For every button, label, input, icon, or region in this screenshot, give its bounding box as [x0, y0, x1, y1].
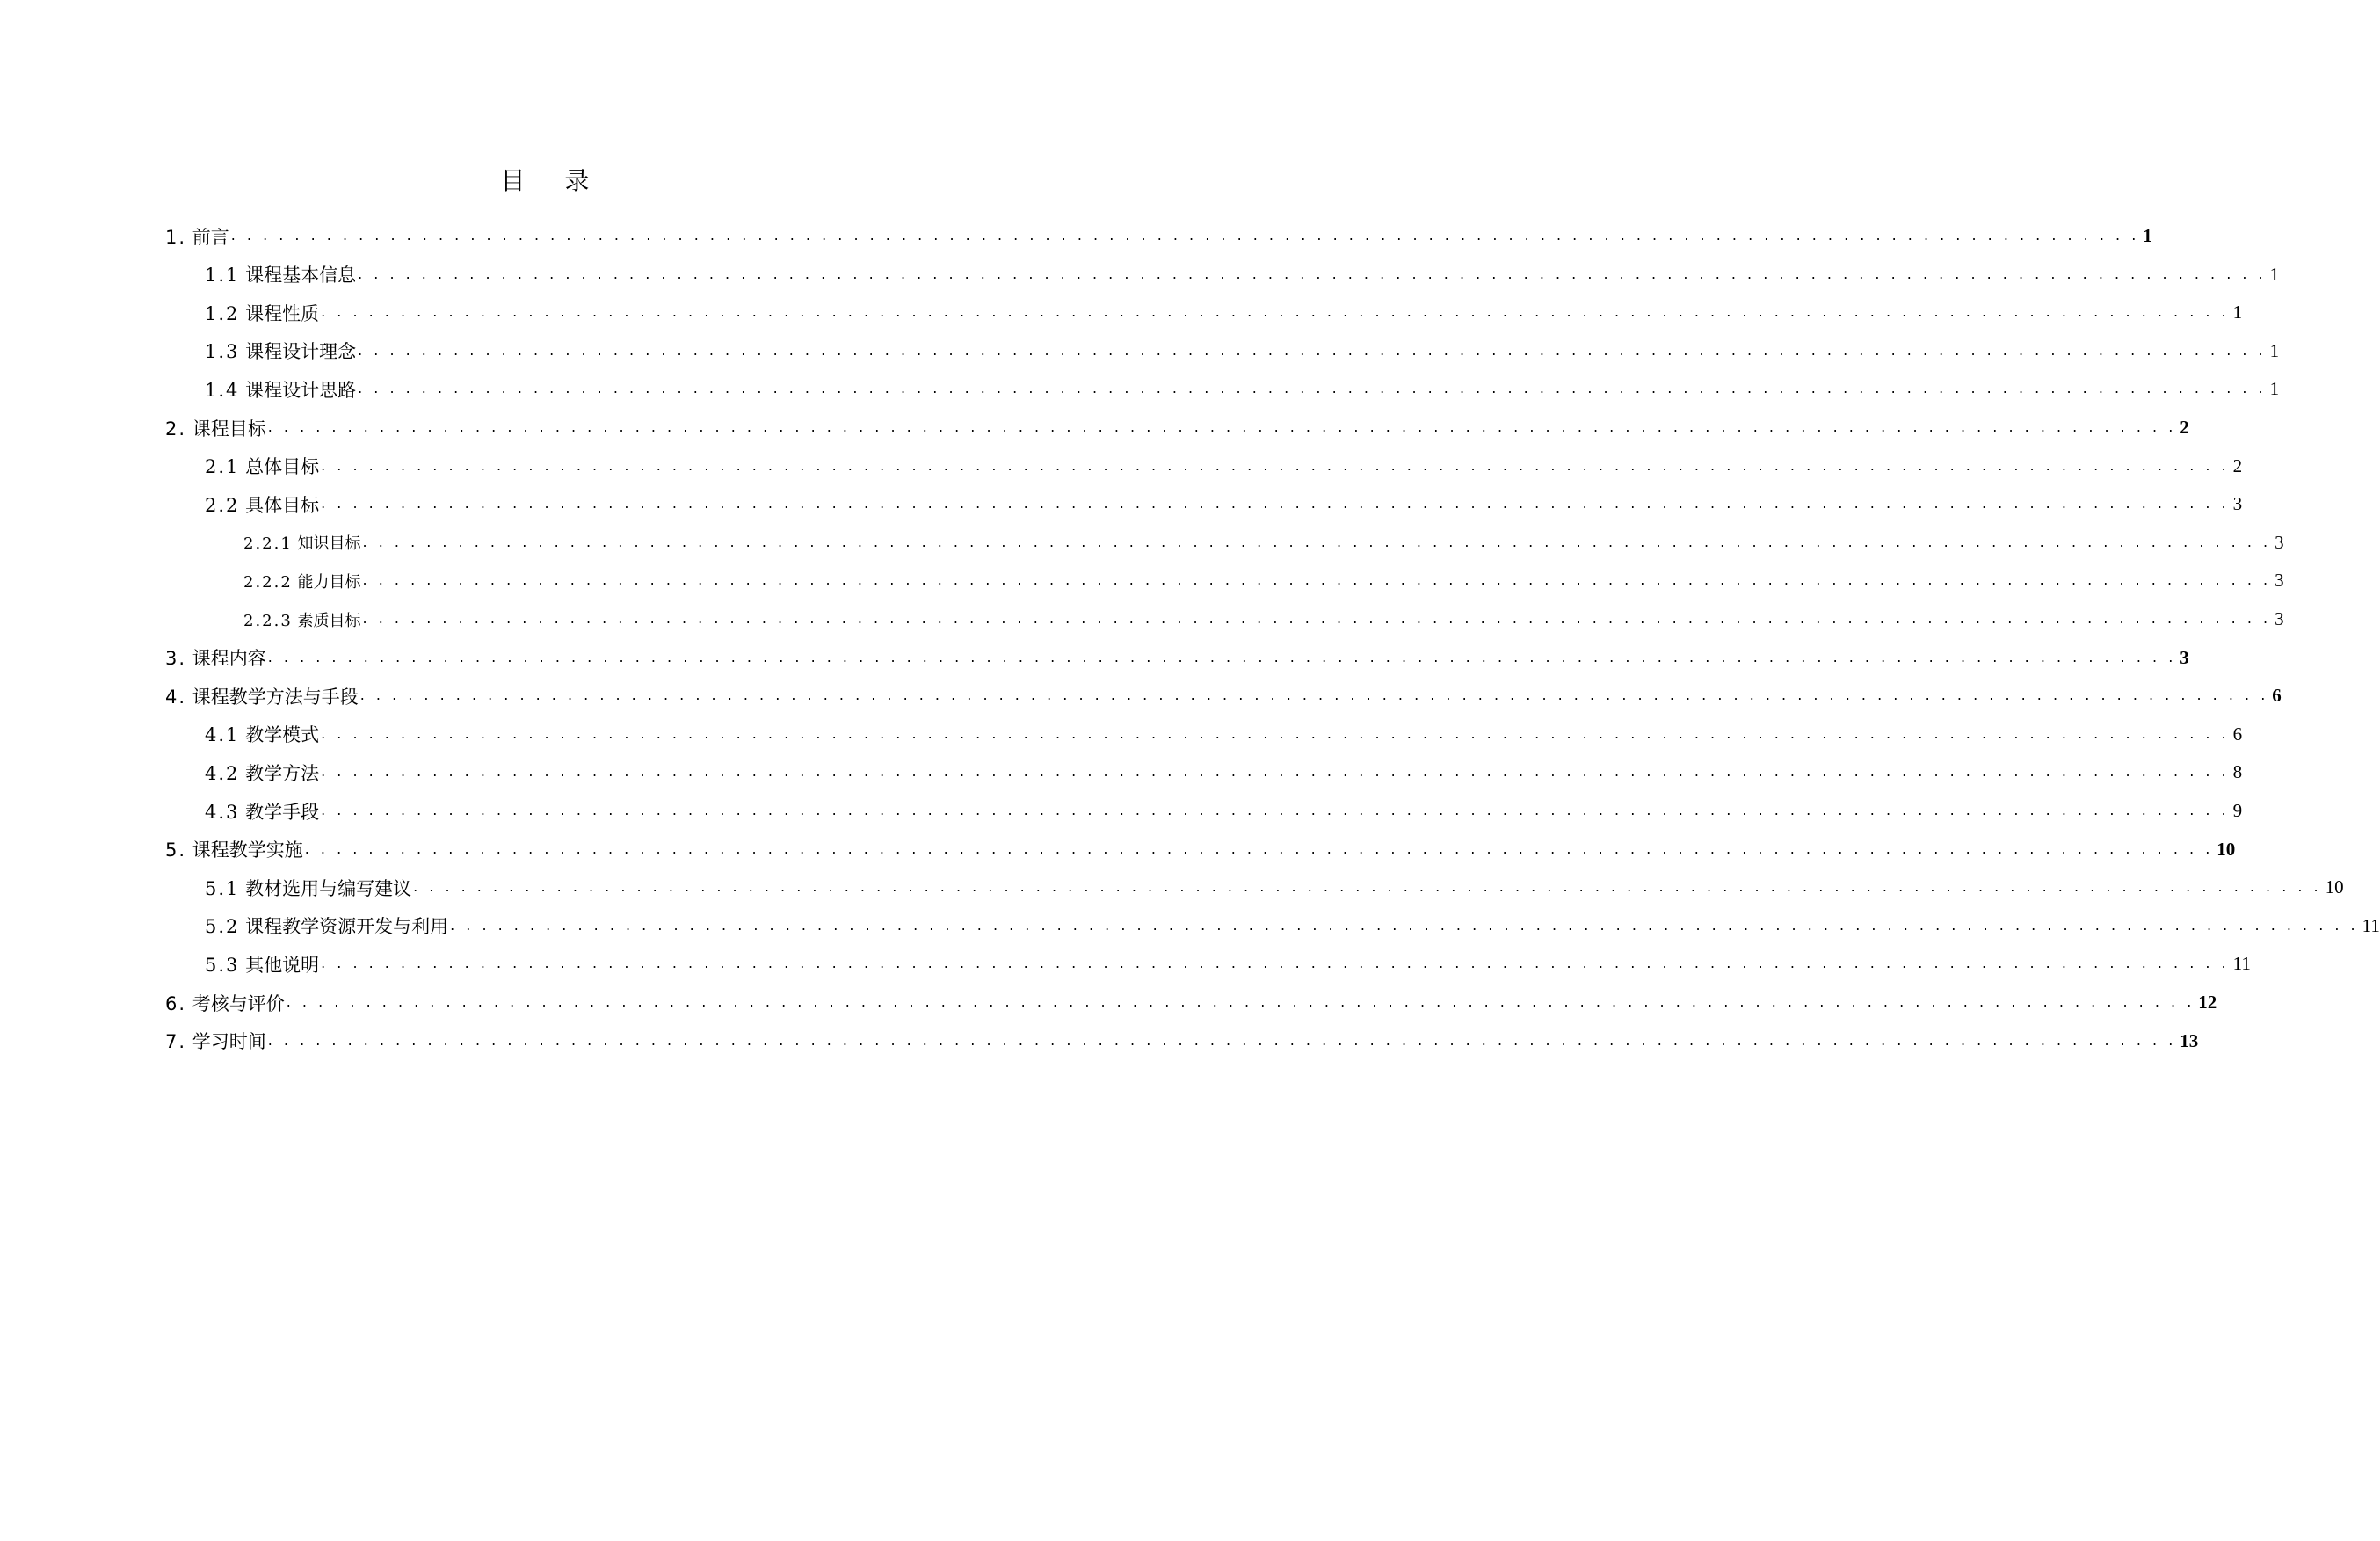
toc-entry-number: 7. [165, 1031, 187, 1053]
toc-entry-label [205, 760, 321, 786]
toc-entry-number: 6. [165, 992, 187, 1014]
toc-entry[interactable] [243, 598, 2284, 641]
toc-entry-number: 2. [165, 418, 187, 440]
toc-dot-leader: . . . . . . . . . . . . . . . . . . . . . . . . . . . . . . . . . . . . . . . . . . . . . . . . . . . . . . . . . . . . . . . . . . . . . . . . . . . . . . . . . . . . . . . . . . . . . . . . . . . . . . . . . . . . . . . . . . . . . . . . [230, 227, 2140, 244]
toc-entry-text: 课程性质 [245, 302, 320, 324]
toc-dot-leader: . . . . . . . . . . . . . . . . . . . . . . . . . . . . . . . . . . . . . . . . . . . . . . . . . . . . . . . . . . . . . . . . . . . . . . . . . . . . . . . . . . . . . . . . . . . . . . . . . . . . . . . . . . . . . . . . . . . . . . . . [358, 380, 2267, 397]
toc-entry-label [205, 721, 321, 747]
toc-entry[interactable] [165, 406, 2189, 449]
toc-entry-number: 2.2.1 [243, 534, 293, 554]
toc-dot-leader: . . . . . . . . . . . . . . . . . . . . . . . . . . . . . . . . . . . . . . . . . . . . . . . . . . . . . . . . . . . . . . . . . . . . . . . . . . . . . . . . . . . . . . . . . . . . . . . . . . . . . . . . . . . . . . . . . . . . . . . . [267, 418, 2177, 436]
toc-page-number: 13 [2180, 1029, 2199, 1051]
toc-entry-label [165, 644, 268, 671]
toc-entry-number: 5.3 [205, 954, 240, 976]
toc-entry-label [165, 1028, 268, 1054]
toc-entry-label [205, 491, 321, 518]
toc-entry-text: 考核与评价 [192, 992, 285, 1014]
toc-entry-text: 教学方法 [245, 762, 320, 784]
toc-dot-leader: . . . . . . . . . . . . . . . . . . . . . . . . . . . . . . . . . . . . . . . . . . . . . . . . . . . . . . . . . . . . . . . . . . . . . . . . . . . . . . . . . . . . . . . . . . . . . . . . . . . . . . . . . . . . . . . . . . . . . . . . [321, 495, 2230, 512]
toc-dot-leader: . . . . . . . . . . . . . . . . . . . . . . . . . . . . . . . . . . . . . . . . . . . . . . . . . . . . . . . . . . . . . . . . . . . . . . . . . . . . . . . . . . . . . . . . . . . . . . . . . . . . . . . . . . . . . . . . . . . . . . . . [362, 571, 2272, 589]
toc-entry-label [243, 531, 363, 554]
toc-entry-label [243, 608, 363, 631]
toc-entry[interactable] [205, 483, 2243, 526]
toc-entry-label [243, 570, 363, 592]
toc-entry-number: 2.2 [205, 494, 240, 516]
toc-entry[interactable] [165, 214, 2152, 258]
toc-page-number: 2 [2180, 417, 2189, 438]
toc-entry-text: 具体目标 [245, 494, 320, 516]
toc-dot-leader: . . . . . . . . . . . . . . . . . . . . . . . . . . . . . . . . . . . . . . . . . . . . . . . . . . . . . . . . . . . . . . . . . . . . . . . . . . . . . . . . . . . . . . . . . . . . . . . . . . . . . . . . . . . . . . . . . . . . . . . . [413, 878, 2322, 896]
toc-entry[interactable] [205, 713, 2243, 756]
toc-page-number: 9 [2232, 800, 2243, 821]
toc-entry-text: 知识目标 [297, 534, 361, 554]
toc-page-number: 1 [2269, 263, 2280, 285]
toc-entry-number: 3. [165, 648, 187, 670]
toc-entry-number: 1.3 [205, 341, 240, 363]
toc-entry-text: 素质目标 [297, 611, 361, 630]
toc-entry-text: 课程目标 [192, 418, 266, 440]
toc-entry[interactable] [165, 1020, 2199, 1063]
toc-entry[interactable] [205, 866, 2344, 909]
toc-entry-label [205, 798, 321, 825]
toc-entry[interactable] [205, 291, 2243, 334]
toc-page-number: 3 [2180, 646, 2189, 668]
toc-dot-leader: . . . . . . . . . . . . . . . . . . . . . . . . . . . . . . . . . . . . . . . . . . . . . . . . . . . . . . . . . . . . . . . . . . . . . . . . . . . . . . . . . . . . . . . . . . . . . . . . . . . . . . . . . . . . . . . . . . . . . . . . [359, 687, 2269, 704]
toc-entry-number: 4.1 [205, 724, 240, 746]
toc-entry-label [165, 683, 360, 709]
toc-entry-text: 总体目标 [245, 456, 320, 478]
toc-entry-label [205, 912, 450, 939]
toc-dot-leader: . . . . . . . . . . . . . . . . . . . . . . . . . . . . . . . . . . . . . . . . . . . . . . . . . . . . . . . . . . . . . . . . . . . . . . . . . . . . . . . . . . . . . . . . . . . . . . . . . . . . . . . . . . . . . . . . . . . . . . . . [450, 916, 2359, 934]
toc-dot-leader: . . . . . . . . . . . . . . . . . . . . . . . . . . . . . . . . . . . . . . . . . . . . . . . . . . . . . . . . . . . . . . . . . . . . . . . . . . . . . . . . . . . . . . . . . . . . . . . . . . . . . . . . . . . . . . . . . . . . . . . . [362, 533, 2272, 550]
toc-entry-number: 5.2 [205, 916, 240, 938]
toc-entry-label [205, 453, 321, 479]
toc-dot-leader: . . . . . . . . . . . . . . . . . . . . . . . . . . . . . . . . . . . . . . . . . . . . . . . . . . . . . . . . . . . . . . . . . . . . . . . . . . . . . . . . . . . . . . . . . . . . . . . . . . . . . . . . . . . . . . . . . . . . . . . . [286, 993, 2195, 1011]
toc-entry[interactable] [165, 981, 2217, 1024]
toc-dot-leader: . . . . . . . . . . . . . . . . . . . . . . . . . . . . . . . . . . . . . . . . . . . . . . . . . . . . . . . . . . . . . . . . . . . . . . . . . . . . . . . . . . . . . . . . . . . . . . . . . . . . . . . . . . . . . . . . . . . . . . . . [321, 763, 2230, 781]
toc-dot-leader: . . . . . . . . . . . . . . . . . . . . . . . . . . . . . . . . . . . . . . . . . . . . . . . . . . . . . . . . . . . . . . . . . . . . . . . . . . . . . . . . . . . . . . . . . . . . . . . . . . . . . . . . . . . . . . . . . . . . . . . . [267, 1031, 2177, 1049]
toc-page-number: 10 [2325, 876, 2344, 898]
toc-entry-text: 课程教学资源开发与利用 [245, 916, 449, 938]
toc-entry-label [205, 875, 413, 901]
toc-entry-text: 教学手段 [245, 801, 320, 823]
toc-entry[interactable] [205, 445, 2243, 488]
toc-entry-number: 1.1 [205, 265, 240, 287]
toc-page-number: 1 [2232, 302, 2243, 323]
toc-entry[interactable] [165, 636, 2189, 680]
toc-page-number: 1 [2269, 339, 2280, 361]
toc-entry-label [205, 261, 358, 287]
toc-entry-text: 课程设计思路 [245, 379, 357, 401]
toc-dot-leader: . . . . . . . . . . . . . . . . . . . . . . . . . . . . . . . . . . . . . . . . . . . . . . . . . . . . . . . . . . . . . . . . . . . . . . . . . . . . . . . . . . . . . . . . . . . . . . . . . . . . . . . . . . . . . . . . . . . . . . . . [267, 648, 2177, 665]
toc-dot-leader: . . . . . . . . . . . . . . . . . . . . . . . . . . . . . . . . . . . . . . . . . . . . . . . . . . . . . . . . . . . . . . . . . . . . . . . . . . . . . . . . . . . . . . . . . . . . . . . . . . . . . . . . . . . . . . . . . . . . . . . . [321, 955, 2230, 972]
toc-page-number: 1 [2269, 378, 2280, 400]
toc-entry-text: 课程内容 [192, 648, 266, 670]
toc-entry-number: 4. [165, 686, 187, 708]
toc-page-number: 11 [2232, 953, 2251, 975]
toc-page-number: 2 [2232, 454, 2243, 476]
toc-entry-label [205, 951, 321, 978]
toc-entry-text: 课程基本信息 [245, 265, 357, 287]
toc-entry-number: 4.3 [205, 801, 240, 823]
toc-entry[interactable] [165, 828, 2236, 871]
toc-entry-label [165, 223, 231, 250]
toc-entry-label [165, 990, 287, 1016]
toc-page-number: 8 [2232, 761, 2243, 783]
toc-dot-leader: . . . . . . . . . . . . . . . . . . . . . . . . . . . . . . . . . . . . . . . . . . . . . . . . . . . . . . . . . . . . . . . . . . . . . . . . . . . . . . . . . . . . . . . . . . . . . . . . . . . . . . . . . . . . . . . . . . . . . . . . [358, 265, 2267, 282]
toc-entry-text: 课程教学方法与手段 [192, 686, 359, 708]
toc-entry[interactable] [205, 942, 2251, 985]
toc-dot-leader: . . . . . . . . . . . . . . . . . . . . . . . . . . . . . . . . . . . . . . . . . . . . . . . . . . . . . . . . . . . . . . . . . . . . . . . . . . . . . . . . . . . . . . . . . . . . . . . . . . . . . . . . . . . . . . . . . . . . . . . . [321, 303, 2230, 321]
toc-entry-number: 1.4 [205, 379, 240, 401]
toc-entry-text: 课程设计理念 [245, 341, 357, 363]
toc-entry-text: 教学模式 [245, 724, 320, 746]
toc-dot-leader: . . . . . . . . . . . . . . . . . . . . . . . . . . . . . . . . . . . . . . . . . . . . . . . . . . . . . . . . . . . . . . . . . . . . . . . . . . . . . . . . . . . . . . . . . . . . . . . . . . . . . . . . . . . . . . . . . . . . . . . . [321, 802, 2230, 819]
toc-entry-label [205, 376, 358, 403]
toc-entry-text: 能力目标 [297, 572, 361, 592]
toc-entry-number: 5.1 [205, 877, 240, 899]
toc-entry-label [165, 415, 268, 441]
toc-title: 目 录 [500, 166, 606, 195]
toc-entry-label [205, 300, 321, 326]
toc-entry-label [205, 338, 358, 364]
toc-page-number: 6 [2232, 723, 2243, 745]
toc-entry-number: 1. [165, 226, 187, 248]
toc-entry-text: 其他说明 [245, 954, 320, 976]
toc-entry[interactable] [243, 559, 2284, 602]
toc-dot-leader: . . . . . . . . . . . . . . . . . . . . . . . . . . . . . . . . . . . . . . . . . . . . . . . . . . . . . . . . . . . . . . . . . . . . . . . . . . . . . . . . . . . . . . . . . . . . . . . . . . . . . . . . . . . . . . . . . . . . . . . . [321, 456, 2230, 474]
toc-entry-number: 2.2.3 [243, 611, 293, 630]
toc-entry-text: 教材选用与编写建议 [245, 877, 412, 899]
toc-entry-text: 前言 [192, 226, 229, 248]
toc-entry-text: 学习时间 [192, 1031, 266, 1053]
toc-dot-leader: . . . . . . . . . . . . . . . . . . . . . . . . . . . . . . . . . . . . . . . . . . . . . . . . . . . . . . . . . . . . . . . . . . . . . . . . . . . . . . . . . . . . . . . . . . . . . . . . . . . . . . . . . . . . . . . . . . . . . . . . [321, 724, 2230, 742]
toc-page-number: 10 [2217, 838, 2236, 860]
toc-entry[interactable] [205, 330, 2280, 373]
toc-entry[interactable] [243, 521, 2284, 564]
toc-entry[interactable] [205, 367, 2280, 411]
toc-page-number: 3 [2232, 493, 2243, 515]
toc-dot-leader: . . . . . . . . . . . . . . . . . . . . . . . . . . . . . . . . . . . . . . . . . . . . . . . . . . . . . . . . . . . . . . . . . . . . . . . . . . . . . . . . . . . . . . . . . . . . . . . . . . . . . . . . . . . . . . . . . . . . . . . . [362, 610, 2272, 628]
toc-page-number: 3 [2275, 531, 2284, 553]
toc-entry[interactable] [165, 674, 2282, 717]
toc-page-number: 6 [2272, 685, 2282, 707]
toc-entry-label [165, 836, 305, 862]
toc-entry-number: 5. [165, 840, 187, 861]
toc-entry[interactable] [205, 751, 2243, 794]
toc-page-number: 12 [2198, 992, 2217, 1013]
toc-dot-leader: . . . . . . . . . . . . . . . . . . . . . . . . . . . . . . . . . . . . . . . . . . . . . . . . . . . . . . . . . . . . . . . . . . . . . . . . . . . . . . . . . . . . . . . . . . . . . . . . . . . . . . . . . . . . . . . . . . . . . . . . [358, 341, 2267, 359]
toc-entry[interactable] [205, 253, 2280, 296]
toc-page-number: 3 [2275, 608, 2284, 629]
toc-page-number: 11 [2362, 914, 2380, 936]
toc-entry[interactable] [205, 789, 2243, 832]
toc-page-number: 1 [2143, 225, 2152, 246]
toc-entry-number: 4.2 [205, 762, 240, 784]
toc-page-number: 3 [2275, 570, 2284, 592]
toc-dot-leader: . . . . . . . . . . . . . . . . . . . . . . . . . . . . . . . . . . . . . . . . . . . . . . . . . . . . . . . . . . . . . . . . . . . . . . . . . . . . . . . . . . . . . . . . . . . . . . . . . . . . . . . . . . . . . . . . . . . . . . . . [304, 840, 2214, 857]
toc-entry[interactable] [205, 905, 2380, 948]
toc-entry-text: 课程教学实施 [192, 840, 303, 861]
toc-entry-number: 1.2 [205, 302, 240, 324]
toc-entry-number: 2.2.2 [243, 572, 293, 592]
toc-entry-number: 2.1 [205, 456, 240, 478]
